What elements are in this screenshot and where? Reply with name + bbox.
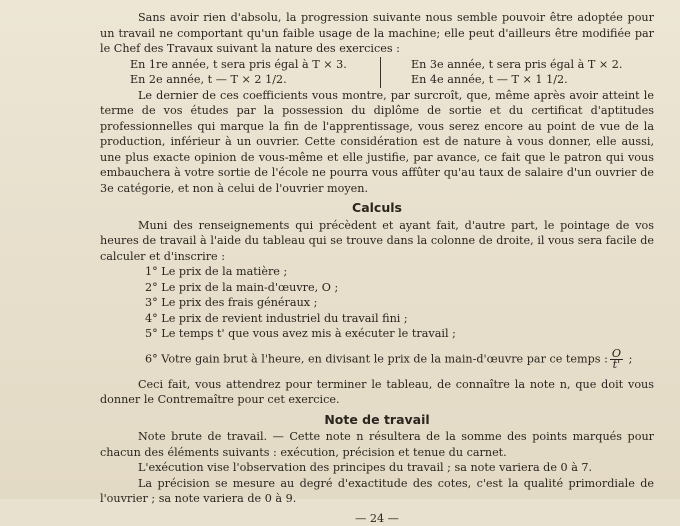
fraction-numerator: O (610, 349, 623, 360)
note-paragraph-3: La précision se mesure au degré d'exactitude des cotes, c'est la qualité primordiale de l'ouvrier ; sa note variera de 0 à 9. (100, 476, 654, 507)
calculs-conclusion: Ceci fait, vous attendrez pour terminer le tableau, de connaître la note n, que doit vous donner le Contremaître pour cet exercice. (100, 377, 654, 408)
list-item: 5° Le temps t' que vous avez mis à exécuter le travail ; (145, 326, 654, 342)
coefficient-year-4: En 4e année, t — T × 1 1/2. (411, 72, 622, 88)
note-paragraph-2: L'exécution vise l'observation des principes du travail ; sa note variera de 0 à 7. (100, 460, 654, 476)
coefficient-year-3: En 3e année, t sera pris égal à T × 2. (411, 57, 622, 73)
coefficient-explanation: Le dernier de ces coefficients vous montre, par surcroît, que, même après avoir atteint le terme de vos études par la possession du diplôme de sortie et du certificat d'aptitudes professionnelles qui marque la fin de l'apprentissage, vous serez encore au point de vue de la production, inférieur à un ouvrier. Cette considération est de nature à vous donner, elle aussi, une plus exacte opinion de vous-même et elle justifie, par avance, ce fait que le patron qui vous embauchera à votre sortie de l'école ne pourra vous affûter qu'au taux de salaire d'un ouvrier de 3e catégorie, et non à celui de l'ouvrier moyen. (100, 88, 654, 197)
intro-paragraph: Sans avoir rien d'absolu, la progression suivante nous semble pouvoir être adoptée pour un travail ne comportant qu'un faible usage de la machine; elle peut d'ailleurs être modifiée par le Chef des Travaux suivant la nature des exercices : (100, 10, 654, 57)
coefficient-year-2: En 2e année, t — T × 2 1/2. (130, 72, 380, 88)
section-title-calculs: Calculs (100, 200, 654, 216)
section-title-note: Note de travail (100, 412, 654, 428)
coefficient-year-1: En 1re année, t sera pris égal à T × 3. (130, 57, 380, 73)
calculs-intro: Muni des renseignements qui précèdent et ayant fait, d'autre part, le pointage de vos heures de travail à l'aide du tableau qui se trouve dans la colonne de droite, il vous sera facile de calculer et d'inscrire : (100, 218, 654, 265)
list-item: 2° Le prix de la main-d'œuvre, O ; (145, 280, 654, 296)
list-item-gain (145, 349, 654, 370)
page-number: — 24 — (100, 511, 654, 526)
coefficient-column-right (381, 57, 622, 88)
list-item: 4° Le prix de revient industriel du travail fini ; (145, 311, 654, 327)
list-item: 3° Le prix des frais généraux ; (145, 295, 654, 311)
list-item: 1° Le prix de la matière ; (145, 264, 654, 280)
gain-fraction (610, 349, 623, 370)
gain-text-end: ; (625, 352, 632, 365)
calculs-list (100, 264, 654, 370)
coefficient-column-left (100, 57, 381, 88)
coefficient-table (100, 57, 654, 88)
fraction-denominator: t' (613, 360, 621, 370)
gain-text: 6° Votre gain brut à l'heure, en divisant le prix de la main-d'œuvre par ce temps : (145, 352, 608, 365)
note-paragraph-1: Note brute de travail. — Cette note n résultera de la somme des points marqués pour chacun des éléments suivants : exécution, précision et tenue du carnet. (100, 429, 654, 460)
